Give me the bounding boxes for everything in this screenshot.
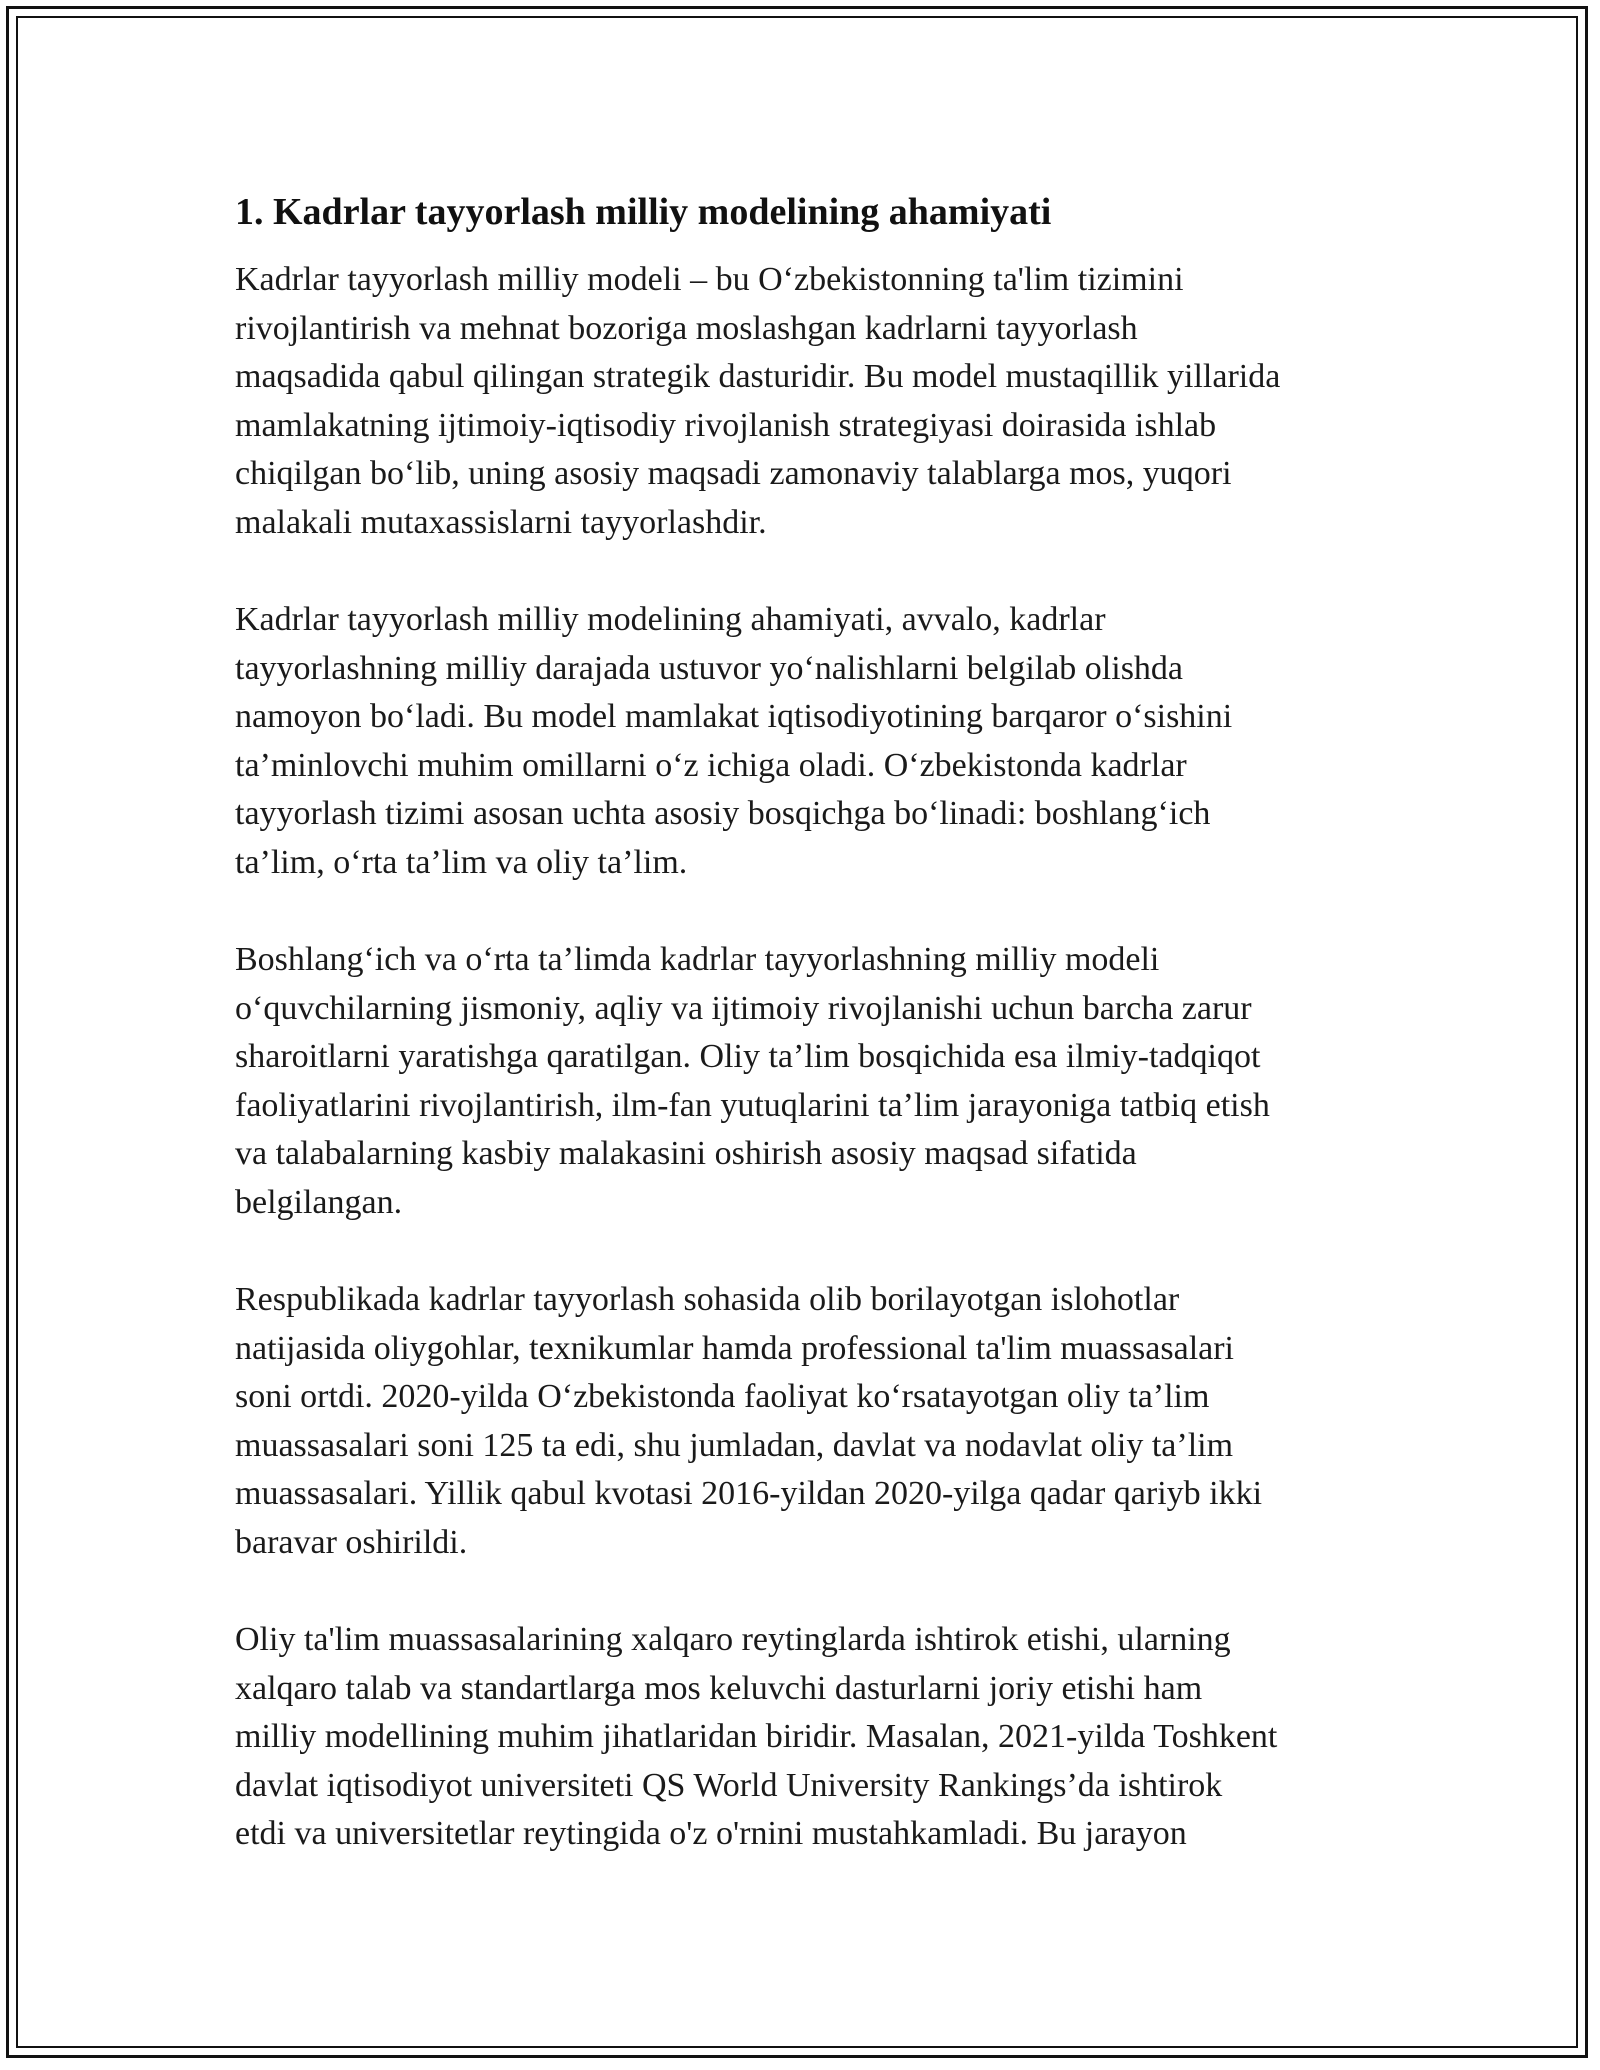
paragraph-3: Boshlang‘ich va o‘rta ta’limda kadrlar tayyorlashning milliy modeli o‘quvchilarning jismoniy, aqliy va ijtimoiy rivojlanishi uchun barcha zarur sharoitlarni yaratishga qaratilgan. Oliy ta’lim bosqichida esa ilmiy-tadqiqot faoliyatlarini rivojlantirish, ilm-fan yutuqlarini ta’lim jarayoniga tatbiq etish va talabalarning kasbiy malakasini oshirish asosiy maqsad sifatida belgilangan. (235, 941, 1270, 1221)
paragraph-1: Kadrlar tayyorlash milliy modeli – bu O‘zbekistonning ta'lim tizimini rivojlantirish va mehnat bozoriga moslashgan kadrlarni tayyorlash maqsadida qabul qilingan strategik dasturidir. Bu model mustaqillik yillarida mamlakatning ijtimoiy-iqtisodiy rivojlanish strategiyasi doirasida ishlab chiqilgan bo‘lib, uning asosiy maqsadi zamonaviy talablarga mos, yuqori malakali mutaxassislarni tayyorlashdir. (235, 261, 1281, 541)
paragraph-2: Kadrlar tayyorlash milliy modelining ahamiyati, avvalo, kadrlar tayyorlashning milliy darajada ustuvor yo‘nalishlarni belgilab olishda namoyon bo‘ladi. Bu model mamlakat iqtisodiyotining barqaror o‘sishini ta’minlovchi muhim omillarni o‘z ichiga oladi. O‘zbekistonda kadrlar tayyorlash tizimi asosan uchta asosiy bosqichga bo‘linadi: boshlang‘ich ta’lim, o‘rta ta’lim va oliy ta’lim. (235, 601, 1233, 881)
paragraph-5: Oliy ta'lim muassasalarining xalqaro reytinglarda ishtirok etishi, ularning xalqaro talab va standartlarga mos keluvchi dasturlarni joriy etishi ham milliy modellining muhim jihatlaridan biridir. Masalan, 2021-yilda Toshkent davlat iqtisodiyot universiteti QS World University Rankings’da ishtirok etdi va universitetlar reytingida o'z o'rnini mustahkamladi. Bu jarayon (235, 1621, 1278, 1852)
document-body (235, 186, 1395, 1908)
section-heading: 1. Kadrlar tayyorlash milliy modelining ahamiyati (235, 191, 1052, 233)
paragraph-4: Respublikada kadrlar tayyorlash sohasida olib borilayotgan islohotlar natijasida oliygohlar, texnikumlar hamda professional ta'lim muassasalari soni ortdi. 2020-yilda O‘zbekistonda faoliyat ko‘rsatayotgan oliy ta’lim muassasalari soni 125 ta edi, shu jumladan, davlat va nodavlat oliy ta’lim muassasalari. Yillik qabul kvotasi 2016-yildan 2020-yilga qadar qariyb ikki baravar oshirildi. (235, 1281, 1263, 1561)
